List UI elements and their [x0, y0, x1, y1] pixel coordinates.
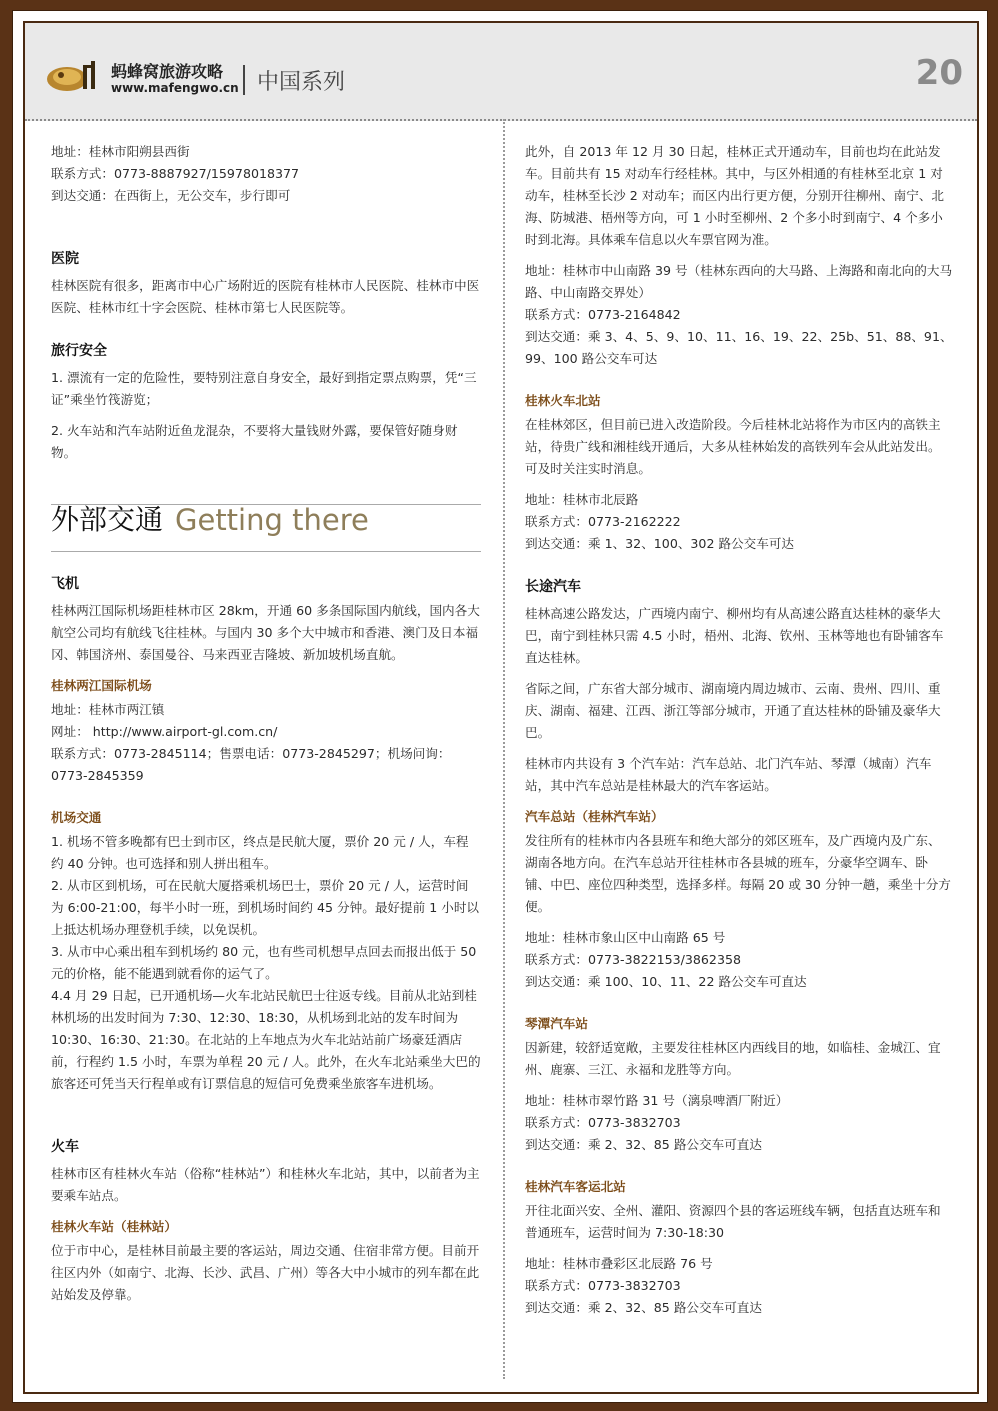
north-bus-station-text: 开往北面兴安、全州、灌阳、资源四个县的客运班线车辆，包括直达班车和普通班车，运营时间为 7:30-18:30 — [525, 1203, 941, 1240]
north-bus-transport: 到达交通：乘 2、32、85 路公交车可直达 — [525, 1300, 762, 1315]
mafengwo-logo-icon — [45, 59, 103, 93]
north-station-transport: 到达交通：乘 1、32、100、302 路公交车可达 — [525, 536, 795, 551]
airport-website: 网址： http://www.airport-gl.com.cn/ — [51, 724, 278, 739]
section-title-en: Getting there — [175, 503, 369, 537]
safety-item: 1. 漂流有一定的危险性，要特别注意自身安全，最好到指定票点购票，凭“三证”乘坐竹筏游览； — [51, 370, 477, 407]
column-divider — [503, 119, 505, 1379]
station-address: 地址：桂林市中山南路 39 号（桂林东西向的大马路、上海路和南北向的大马路、中山南路交界处） — [525, 263, 953, 300]
right-column — [525, 141, 953, 1319]
left-column — [51, 141, 481, 1306]
qintan-contact: 联系方式：0773-3832703 — [525, 1115, 681, 1130]
train-heading: 火车 — [51, 1139, 79, 1155]
emu-text: 此外，自 2013 年 12 月 30 日起，桂林正式开通动车，目前也均在此站发车。目前共有 15 对动车行经桂林。其中，与区外相通的有桂林至北京 1 对动车，桂林至长沙 2 对动车；而区内出行更方便，分别开往柳州、南宁、北海、防城港、梧州等方向，可 1 小时至柳州、2 个多小时到南宁、4 个多小时到北海。具体乘车信息以火车票官网为准。 — [525, 144, 945, 247]
north-station-text: 在桂林郊区，但目前已进入改造阶段。今后桂林北站将作为市区内的高铁主站，待贵广线和湘桂线开通后，大多从桂林始发的高铁列车会从此站发出。可及时关注实时消息。 — [525, 417, 941, 476]
safety-item: 2. 火车站和汽车站附近鱼龙混杂，不要将大量钱财外露，要保管好随身财物。 — [51, 423, 458, 460]
train-text: 桂林市区有桂林火车站（俗称“桂林站”）和桂林火车北站，其中，以前者为主要乘车站点。 — [51, 1166, 480, 1203]
north-bus-station-heading: 桂林汽车客运北站 — [525, 1179, 626, 1194]
airport-traffic-item: 4.4 月 29 日起，已开通机场—火车北站民航巴士往返专线。目前从北站到桂林机场的出发时间为 7:30、12:30、18:30，从机场到北站的发车时间为 10:30、16:30、21:30。在北站的上车地点为火车北站站前广场豪廷酒店前，行程约 1.5 小时，车票为单程 20 元 / 人。此外，在火车北站乘坐大巴的旅客还可凭当天行程单或有订票信息的短信可免费乘坐旅客车进机场。 — [51, 988, 481, 1091]
station-transport: 到达交通：乘 3、4、5、9、10、11、16、19、22、25b、51、88、91、99、100 路公交车可达 — [525, 329, 953, 366]
safety-heading: 旅行安全 — [51, 343, 107, 359]
guilin-station-text: 位于市中心，是桂林目前最主要的客运站，周边交通、住宿非常方便。目前开往区内外（如南宁、北海、长沙、武昌、广州）等各大中小城市的列车都在此站始发及停靠。 — [51, 1243, 480, 1302]
header-separator — [243, 65, 245, 95]
page-header — [25, 23, 977, 121]
guilin-station-heading: 桂林火车站（桂林站） — [51, 1219, 177, 1234]
plane-text: 桂林两江国际机场距桂林市区 28km，开通 60 多条国际国内航线，国内各大航空公司均有航线飞往桂林。与国内 30 多个大中城市和香港、澳门及日本福冈、韩国济州、泰国曼谷、马来西亚吉隆坡、新加坡机场直航。 — [51, 603, 480, 662]
long-bus-heading: 长途汽车 — [525, 579, 581, 595]
airport-traffic-item: 1. 机场不管多晚都有巴士到市区，终点是民航大厦，票价 20 元 / 人，车程约 40 分钟。也可选择和别人拼出租车。 — [51, 834, 469, 871]
main-bus-address: 地址：桂林市象山区中山南路 65 号 — [525, 930, 726, 945]
qintan-address: 地址：桂林市翠竹路 31 号（漓泉啤酒厂附近） — [525, 1093, 789, 1108]
long-bus-text: 桂林高速公路发达，广西境内南宁、柳州均有从高速公路直达桂林的豪华大巴，南宁到桂林只需 4.5 小时，梧州、北海、钦州、玉林等地也有卧铺客车直达桂林。 — [525, 606, 944, 665]
section-heading — [51, 504, 481, 552]
airport-address: 地址：桂林市两江镇 — [51, 702, 165, 717]
page-number: 20 — [915, 53, 963, 93]
station-contact: 联系方式：0773-2164842 — [525, 307, 681, 322]
airport-heading: 桂林两江国际机场 — [51, 678, 152, 693]
address-line: 地址：桂林市阳朔县西街 — [51, 144, 190, 159]
hospital-heading: 医院 — [51, 251, 79, 267]
qintan-heading: 琴潭汽车站 — [525, 1016, 588, 1031]
series-title: 中国系列 — [257, 70, 346, 95]
plane-heading: 飞机 — [51, 576, 79, 592]
contact-line: 联系方式：0773-8887927/15978018377 — [51, 166, 300, 181]
section-title-cn: 外部交通 — [51, 503, 164, 536]
north-station-contact: 联系方式：0773-2162222 — [525, 514, 681, 529]
north-bus-contact: 联系方式：0773-3832703 — [525, 1278, 681, 1293]
airport-traffic-heading: 机场交通 — [51, 810, 102, 825]
page-inner — [23, 21, 979, 1394]
north-station-heading: 桂林火车北站 — [525, 393, 601, 408]
logo-text: 蚂蜂窝旅游攻略 — [111, 62, 224, 81]
logo-url: www.mafengwo.cn — [111, 81, 239, 95]
airport-traffic-item: 2. 从市区到机场，可在民航大厦搭乘机场巴士，票价 20 元 / 人，运营时间为 6:00-21:00，每半小时一班，到机场时间约 45 分钟。最好提前 1 小时以上抵达机场办理登机手续，以免误机。 — [51, 878, 480, 937]
hospital-text: 桂林医院有很多，距离市中心广场附近的医院有桂林市人民医院、桂林市中医医院、桂林市红十字会医院、桂林市第七人民医院等。 — [51, 278, 480, 315]
north-bus-address: 地址：桂林市叠彩区北辰路 76 号 — [525, 1256, 713, 1271]
main-bus-transport: 到达交通：乘 100、10、11、22 路公交车可直达 — [525, 974, 807, 989]
main-bus-contact: 联系方式：0773-3822153/3862358 — [525, 952, 741, 967]
main-bus-station-text: 发往所有的桂林市内各县班车和绝大部分的郊区班车，及广西境内及广东、湖南各地方向。在汽车总站开往桂林市各县城的班车，分豪华空调车、卧铺、中巴、座位四种类型，选择多样。每隔 20 或 30 分钟一趟，乘坐十分方便。 — [525, 833, 951, 914]
long-bus-text: 省际之间，广东省大部分城市、湖南境内周边城市、云南、贵州、四川、重庆、湖南、福建、江西、浙江等部分城市，开通了直达桂林的卧铺及豪华大巴。 — [525, 681, 941, 740]
main-bus-station-heading: 汽车总站（桂林汽车站） — [525, 809, 664, 824]
north-station-address: 地址：桂林市北辰路 — [525, 492, 639, 507]
qintan-text: 因新建，较舒适宽敞，主要发往桂林区内西线目的地，如临桂、金城江、宜州、鹿寨、三江、永福和龙胜等方向。 — [525, 1040, 941, 1077]
page-frame — [12, 10, 988, 1403]
qintan-transport: 到达交通：乘 2、32、85 路公交车可直达 — [525, 1137, 762, 1152]
airport-traffic-item: 3. 从市中心乘出租车到机场约 80 元，也有些司机想早点回去而报出低于 50 元的价格，能不能遇到就看你的运气了。 — [51, 944, 477, 981]
transport-line: 到达交通：在西街上，无公交车，步行即可 — [51, 188, 291, 203]
long-bus-text: 桂林市内共设有 3 个汽车站：汽车总站、北门汽车站、琴潭（城南）汽车站，其中汽车总站是桂林最大的汽车客运站。 — [525, 756, 932, 793]
airport-contact: 联系方式：0773-2845114；售票电话：0773-2845297；机场问询：0773-2845359 — [51, 746, 451, 783]
